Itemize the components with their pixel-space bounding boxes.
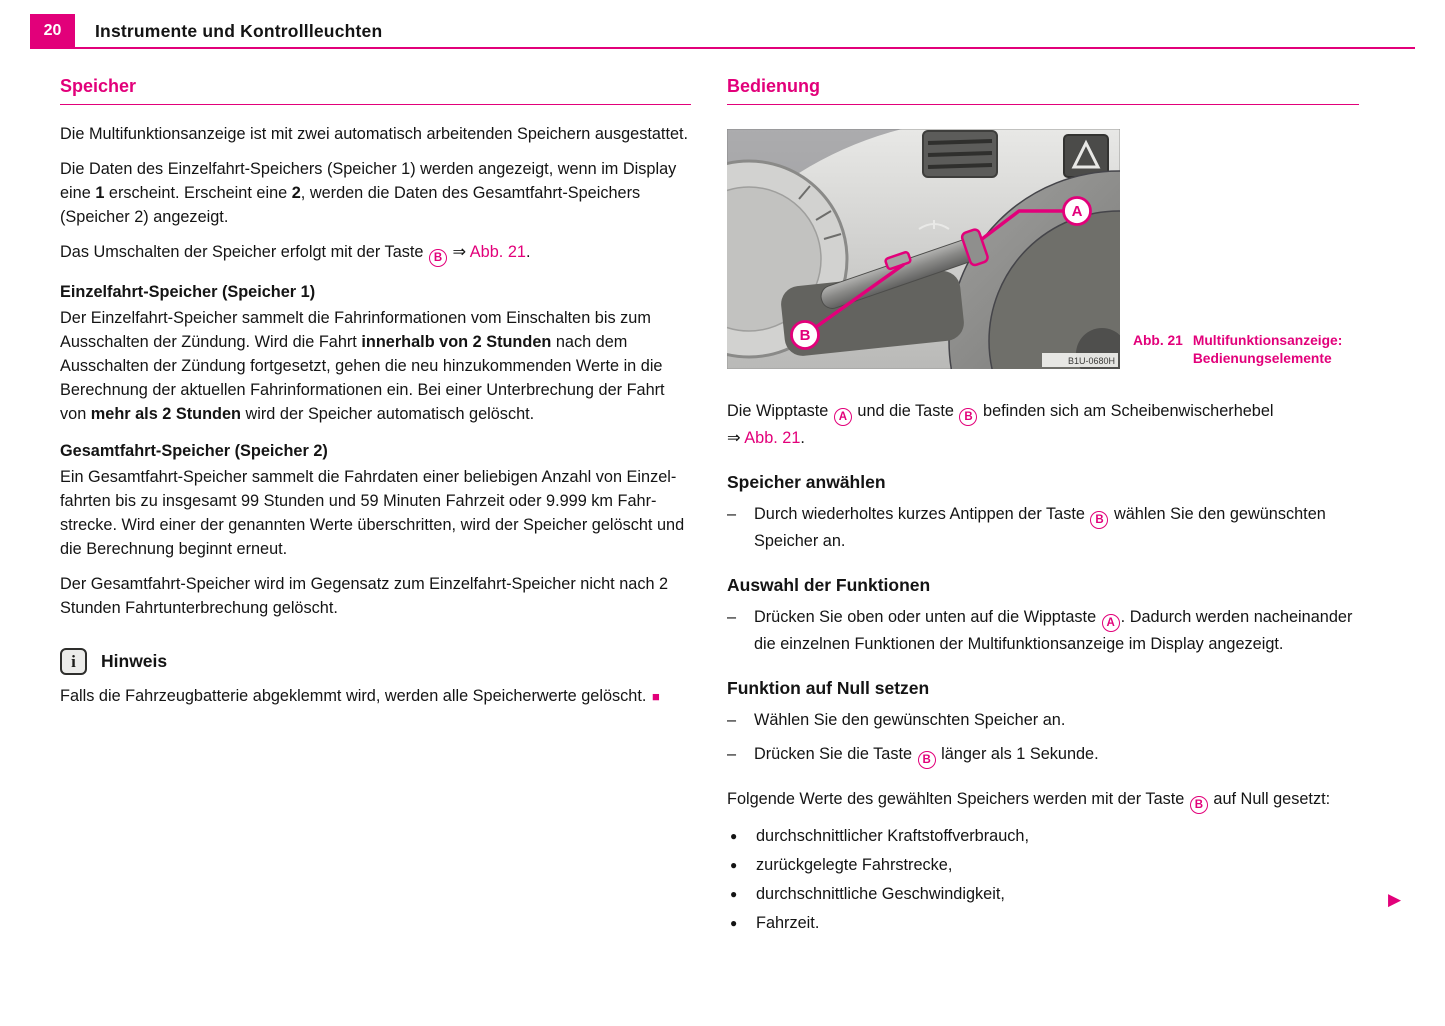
list-item [727,708,1359,732]
text-run: Die Daten des Einzelfahrt-Speichers (Speicher 1) werden angezeigt, wenn im Display eine [60,160,677,202]
left-column [60,76,691,709]
end-of-section-mark: ■ [648,689,660,704]
text-run-bold: mehr als 2 Stunden [90,405,241,423]
text-run-bold: 1 [95,184,105,202]
text-run: länger als 1 Sekunde. [936,745,1099,763]
text-run: Drücken Sie die Taste [754,745,917,763]
list-item-text [754,605,1359,656]
text-run: Folgende Werte des gewählten Speichers werden mit der Taste [727,790,1189,808]
note-title: Hinweis [101,651,168,671]
ref-badge-b: B [1090,511,1108,529]
figure-caption-label: Abb. 21 [1133,333,1183,348]
paragraph [60,572,691,620]
page-number-text: 20 [43,21,62,39]
hazard-switch [1064,135,1108,177]
list-item [727,605,1359,656]
header-rule [30,47,1415,49]
bullet-marker: ● [730,829,738,843]
list-item [727,824,1359,848]
list-item [727,911,1359,935]
right-column [727,76,1359,935]
air-vent [923,131,997,177]
text-run: Der Gesamtfahrt-Speicher wird im Gegensatz zum Einzelfahrt-Speicher nicht nach 2 Stunden Fahrtunterbrechung gelöscht. [60,575,669,617]
paragraph [727,399,1359,450]
info-icon: i [60,648,87,675]
text-run: Durch wiederholtes kurzes Antippen der Taste [754,505,1090,523]
text-run: Falls die Fahrzeugbatterie abgeklemmt wird, werden alle Speicherwerte gelöscht. [60,687,647,705]
page-number [30,14,75,47]
cross-reference: Abb. 21 [469,243,526,261]
paragraph [60,157,691,229]
list-item [727,853,1359,877]
subheading-einzelfahrt-speicher: Einzelfahrt-Speicher (Speicher 1) [60,283,316,301]
list-item [727,742,1359,769]
subheading-auswahl-der-funktionen: Auswahl der Funktionen [727,575,931,595]
list-item-text [754,708,1359,732]
text-run: Das Umschalten der Speicher erfolgt mit der Taste [60,243,428,261]
ref-badge-b: B [1190,796,1208,814]
text-run: und die Taste [852,402,959,420]
text-run-bold: 2 [291,184,301,202]
text-run: . Dadurch werden nacheinander die einzelnen Funktionen der Multifunktionsanzeige im Display angezeigt. [754,608,1353,653]
list-item-text: zurückgelegte Fahrstrecke, [756,856,953,874]
text-run: Ein Gesamtfahrt-Speicher sammelt die Fahrdaten einer beliebigen Anzahl von Einzelfahrten bis zu insgesamt 99 Stunden und 59 Minuten Fahrzeit oder 9.999 km Fahrstrecke. Wird einer der genannten Werte überschritten, wird der Speicher gelöscht und die Berechnung beginnt erneut. [60,468,685,558]
figure-code: B1U-0680H [1067,356,1115,366]
continuation-arrow-icon: ▶ [1388,890,1402,909]
callout-letter-b: B [799,327,811,344]
text-run: befinden sich am Scheibenwischerhebel [978,402,1274,420]
dash-marker: – [727,608,737,626]
text-run: Drücken Sie oben oder unten auf die Wipptaste [754,608,1101,626]
list-item-text [754,502,1359,553]
subheading-gesamtfahrt-speicher: Gesamtfahrt-Speicher (Speicher 2) [60,442,328,460]
bullet-marker: ● [730,887,738,901]
callout-letter-a: A [1071,203,1083,220]
section-heading-bedienung: Bedienung [727,76,1359,105]
cross-reference: Abb. 21 [744,429,801,447]
text-run: nach dem Ausschalten der Zündung fortgesetzt, gehen die neu hinzukommenden Werte in die Berechnung der aktuellen Fahrinformationen ein. Bei einer Unterbrechung der Fahrt von [60,333,665,423]
text-run: . [525,243,531,261]
figure-caption [1133,332,1359,369]
figure-image [727,129,1120,369]
text-run: . [800,429,805,447]
chapter-title: Instrumente und Kontrollleuchten [95,21,383,41]
bullet-marker: ● [730,858,738,872]
paragraph [60,240,691,267]
text-run: ⇒ [448,243,470,261]
section-heading-speicher: Speicher [60,76,691,105]
paragraph [727,787,1359,814]
list-item [727,502,1359,553]
text-run-bold: innerhalb von 2 Stunden [361,333,552,351]
ref-badge-a: A [1102,614,1120,632]
paragraph [60,306,691,426]
dash-marker: – [727,745,737,763]
text-run: Wählen Sie den gewünschten Speicher an. [754,711,1066,729]
text-run: wählen Sie den gewünschten Speicher an. [754,505,1326,550]
note-header [60,648,691,675]
ref-badge-b: B [918,751,936,769]
paragraph [60,465,691,561]
text-run: , werden die Daten des Gesamtfahrt-Speichers (Speicher 2) angezeigt. [60,184,641,226]
note-body [60,684,691,709]
list-item-text [754,742,1359,769]
text-run: Der Einzelfahrt-Speicher sammelt die Fahrinformationen vom Einschalten bis zum Ausschalten der Zündung. Wird die Fahrt [60,309,651,351]
wiper-stalk-illustration [727,129,1120,369]
text-run: erscheint. Erscheint eine [104,184,292,202]
paragraph [60,122,691,146]
text-run: ⇒ [727,429,745,447]
subheading-speicher-anwaehlen: Speicher anwählen [727,472,886,492]
ref-badge-a: A [834,408,852,426]
text-run: Die Multifunktionsanzeige ist mit zwei automatisch arbeitenden Speichern ausgestattet. [60,125,689,143]
bullet-marker: ● [730,916,738,930]
figure-caption-text: Multifunktionsanzeige: Bedienungselemente [1192,333,1343,366]
text-run: Die Wipptaste [727,402,833,420]
list-item-text: Fahrzeit. [756,914,820,932]
text-run: wird der Speicher automatisch gelöscht. [240,405,535,423]
figure-abb21 [727,129,1359,369]
subheading-funktion-auf-null-setzen: Funktion auf Null setzen [727,678,930,698]
list-item-text: durchschnittliche Geschwindigkeit, [756,885,1005,903]
ref-badge-b: B [429,249,447,267]
dash-marker: – [727,505,737,523]
list-item-text: durchschnittlicher Kraftstoffverbrauch, [756,827,1029,845]
dash-marker: – [727,711,737,729]
ref-badge-b: B [959,408,977,426]
text-run: auf Null gesetzt: [1208,790,1331,808]
bullet-list [727,824,1359,935]
list-item [727,882,1359,906]
